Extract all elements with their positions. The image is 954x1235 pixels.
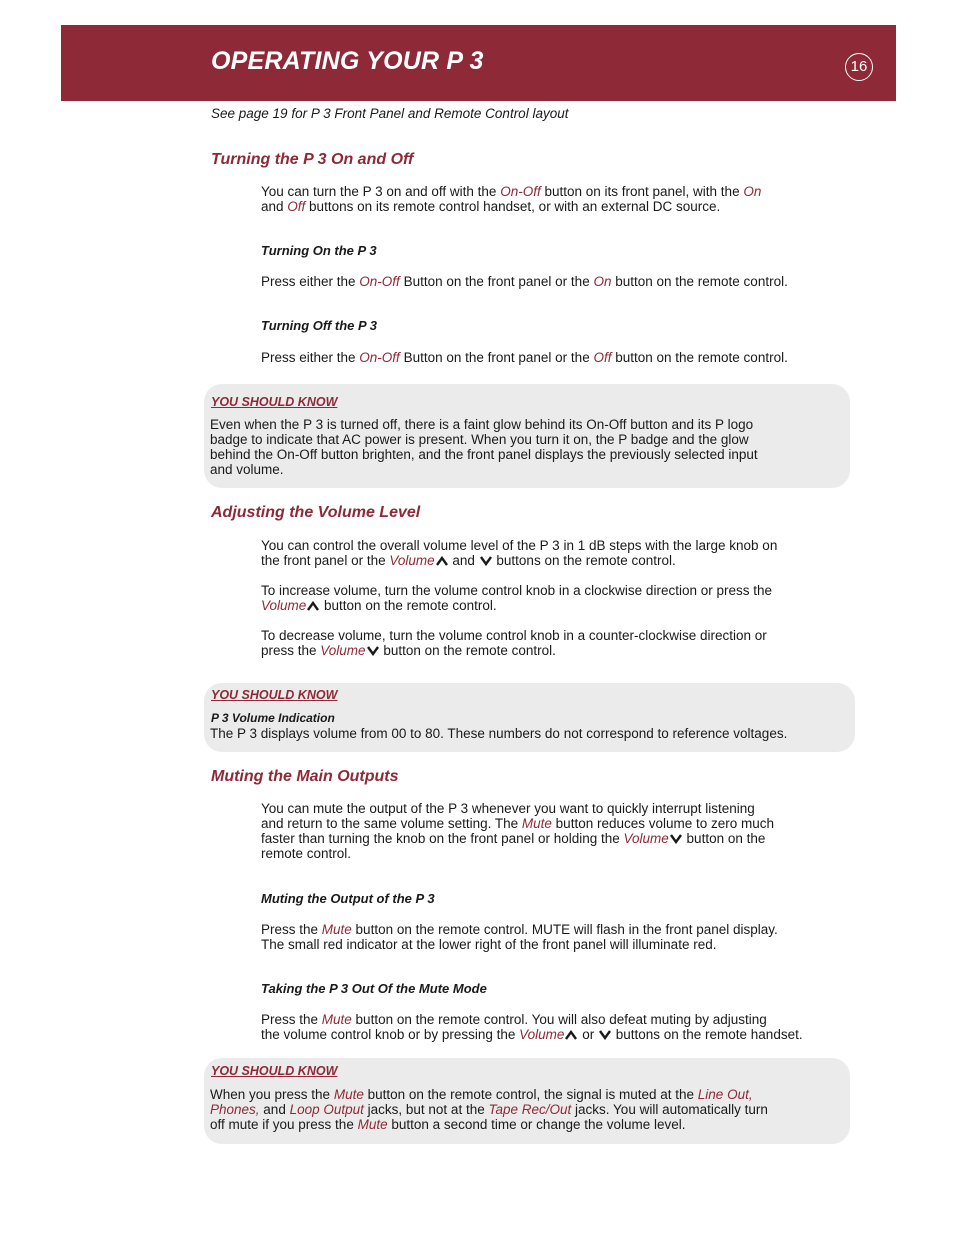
turn-on-paragraph: Press either the On-Off Button on the front panel or the On button on the remote control. <box>261 274 788 289</box>
turn-off-paragraph: Press either the On-Off Button on the front panel or the Off button on the remote control. <box>261 350 788 365</box>
page-title: OPERATING YOUR P 3 <box>211 47 484 75</box>
volume-down-icon <box>598 1030 612 1040</box>
section-title-volume: Adjusting the Volume Level <box>211 504 421 521</box>
volume-down-icon <box>669 834 683 844</box>
note-box-mute <box>204 1058 850 1144</box>
note-text: Even when the P 3 is turned off, there is a faint glow behind its On-Off button and its P logo badge to indicate that AC power is present. When you turn it on, the P badge and the glow behind the On-Off button brighten, and the front panel displays the previously selected input and volume. <box>210 417 758 477</box>
intro-note: See page 19 for P 3 Front Panel and Remote Control layout <box>211 106 569 121</box>
volume-paragraph-1: You can control the overall volume level of the P 3 in 1 dB steps with the large knob on the front panel or the Volume and buttons on the remote control. <box>261 538 778 568</box>
mute-paragraph: Press the Mute button on the remote control. MUTE will flash in the front panel display. The small red indicator at the lower right of the front panel will illuminate red. <box>261 922 778 952</box>
volume-down-icon <box>366 646 380 656</box>
note-text: The P 3 displays volume from 00 to 80. These numbers do not correspond to reference voltages. <box>210 726 788 741</box>
subsection-title-mute: Muting the Output of the P 3 <box>261 891 435 906</box>
note-box-power <box>204 384 850 488</box>
volume-paragraph-3: To decrease volume, turn the volume control knob in a counter-clockwise direction or press the Volume button on the remote control. <box>261 628 767 658</box>
volume-up-icon <box>564 1030 578 1040</box>
note-box-volume <box>204 683 855 752</box>
note-subtitle: P 3 Volume Indication <box>211 711 335 725</box>
note-text: When you press the Mute button on the remote control, the signal is muted at the Line Out, Phones, and Loop Output jacks, but not at the Tape Rec/Out jacks. You will automatically turn off mute if you press the Mute button a second time or change the volume level. <box>210 1087 768 1132</box>
note-label: YOU SHOULD KNOW <box>211 688 338 702</box>
subsection-title-unmute: Taking the P 3 Out Of the Mute Mode <box>261 981 487 996</box>
volume-up-icon <box>306 601 320 611</box>
unmute-paragraph: Press the Mute button on the remote control. You will also defeat muting by adjusting the volume control knob or by pressing the Volume or buttons on the remote handset. <box>261 1012 803 1042</box>
subsection-title-turn-off: Turning Off the P 3 <box>261 318 378 333</box>
volume-up-icon <box>435 556 449 566</box>
section-title-muting: Muting the Main Outputs <box>211 768 399 785</box>
page-number-badge: 16 <box>845 53 873 81</box>
volume-down-icon <box>479 556 493 566</box>
volume-paragraph-2: To increase volume, turn the volume control knob in a clockwise direction or press the Volume button on the remote control. <box>261 583 772 613</box>
section-power-paragraph: You can turn the P 3 on and off with the On-Off button on its front panel, with the On and Off buttons on its remote control handset, or with an external DC source. <box>261 184 762 214</box>
note-label: YOU SHOULD KNOW <box>211 395 338 409</box>
page-header <box>61 25 896 101</box>
subsection-title-turn-on: Turning On the P 3 <box>261 243 377 258</box>
muting-paragraph: You can mute the output of the P 3 whenever you want to quickly interrupt listening and return to the same volume setting. The Mute button reduces volume to zero much faster than turning the knob on the front panel or holding the Volume button on the remote control. <box>261 801 775 861</box>
section-title-power: Turning the P 3 On and Off <box>211 151 414 168</box>
note-label: YOU SHOULD KNOW <box>211 1064 338 1078</box>
